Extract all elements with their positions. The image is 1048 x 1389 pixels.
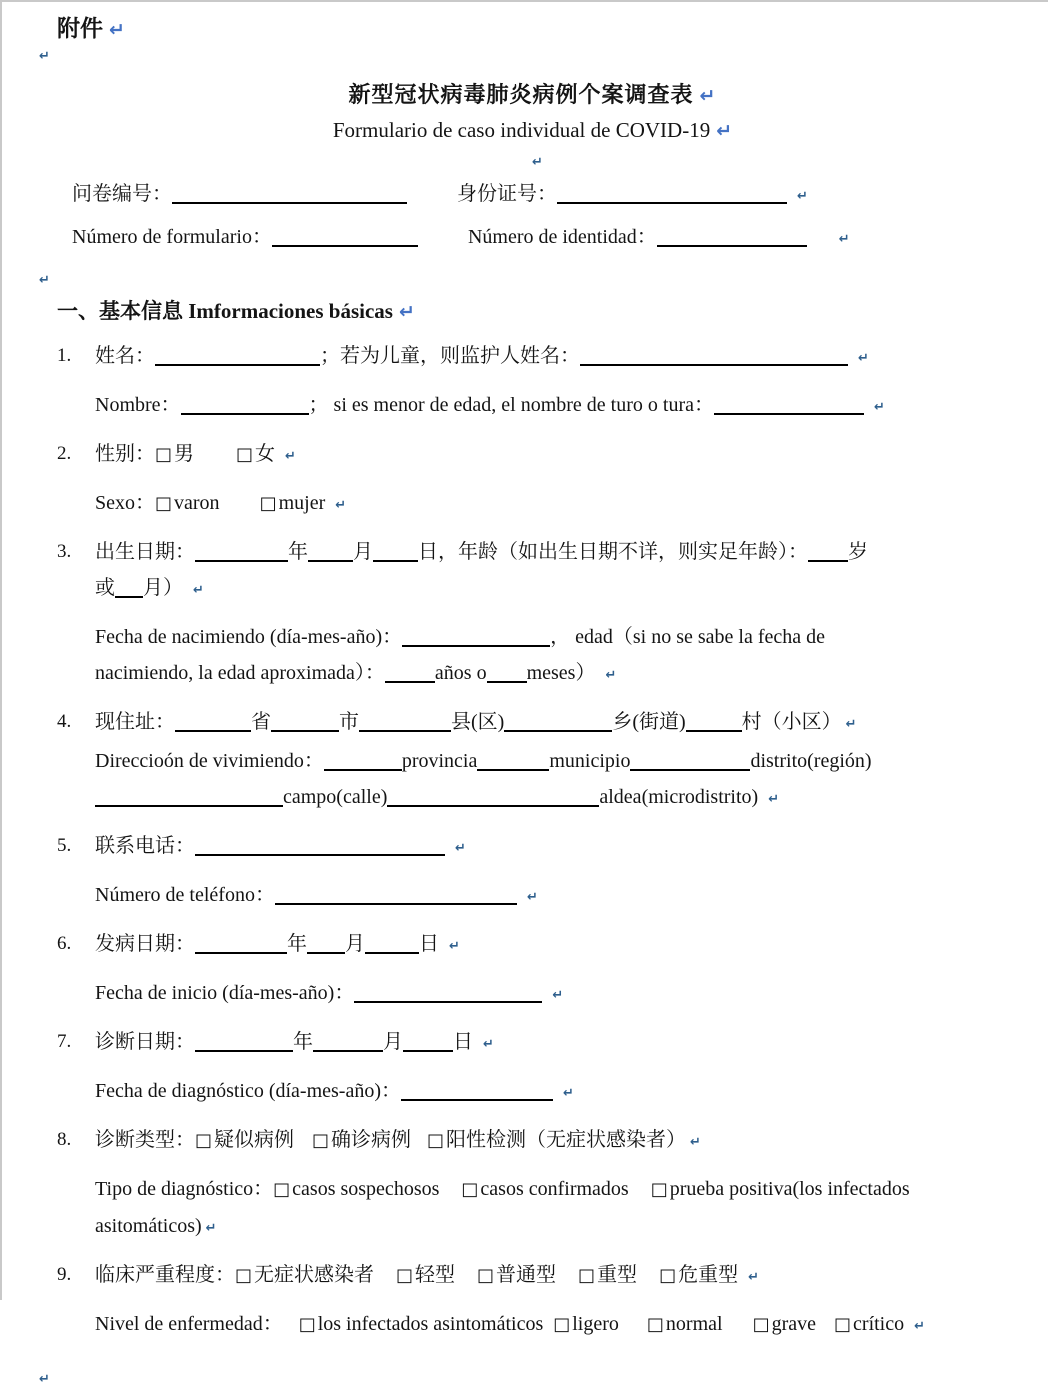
document-page <box>2 2 1048 1389</box>
question-number: 4. <box>57 711 72 732</box>
option-label: 确诊病例 <box>331 1129 412 1151</box>
severity-label-es: Nivel de enfermedad： <box>95 1313 283 1335</box>
q9-line-zh <box>95 1260 1008 1293</box>
checkbox-icon: □ <box>259 493 277 514</box>
q4-line-es-1 <box>95 746 1008 776</box>
county-blank <box>359 730 451 732</box>
name-blank <box>155 364 320 366</box>
empty-paragraph <box>39 269 1008 290</box>
section1-heading <box>57 296 1008 327</box>
question-number: 3. <box>57 541 72 562</box>
q2-line-zh <box>95 439 1008 472</box>
checkbox-icon: □ <box>195 1130 213 1151</box>
diagnosis-type-label-zh: 诊断类型： <box>95 1129 195 1151</box>
question-number: 6. <box>57 933 72 954</box>
paragraph-mark-icon: ↵ <box>845 717 857 732</box>
checkbox-option-critico <box>834 1309 904 1340</box>
paragraph-mark-icon: ↵ <box>768 792 780 807</box>
paragraph-mark-icon: ↵ <box>39 1372 50 1387</box>
month-blank <box>313 1050 383 1052</box>
paragraph-mark-icon: ↵ <box>552 988 564 1003</box>
phone-blank-es <box>275 903 517 905</box>
paragraph-mark-icon: ↵ <box>874 400 885 415</box>
birthdate-label-es: Fecha de nacimiendo (día-mes-año)： <box>95 626 403 648</box>
checkbox-option-varon <box>155 488 220 519</box>
checkbox-icon: □ <box>646 1314 664 1335</box>
checkbox-icon: □ <box>155 444 173 465</box>
onset-date-label-zh: 发病日期： <box>95 933 195 955</box>
option-label: 疑似病例 <box>214 1129 295 1151</box>
year-label: 年 <box>287 933 307 955</box>
header-fields-zh <box>72 179 1008 212</box>
question-number: 9. <box>57 1264 72 1285</box>
phone-label-zh: 联系电话： <box>95 835 195 857</box>
province-blank-es <box>324 769 402 771</box>
question-7 <box>57 1027 1008 1125</box>
year-label: 年 <box>288 541 308 563</box>
empty-paragraph <box>57 150 1008 173</box>
aldea-label: aldea(microdistrito) <box>599 786 759 808</box>
year-blank <box>195 1050 293 1052</box>
checkbox-icon: □ <box>834 1314 852 1335</box>
paragraph-mark-icon: ↵ <box>193 583 204 598</box>
age-months-label: 月） <box>143 577 183 599</box>
question-number: 1. <box>57 345 72 366</box>
paragraph-mark-icon: ↵ <box>205 1221 217 1236</box>
checkbox-icon: □ <box>235 1265 253 1286</box>
checkbox-option-mujer <box>260 488 326 519</box>
day-blank <box>365 952 419 954</box>
checkbox-option-positive-test <box>427 1125 686 1156</box>
checkbox-option-critical <box>659 1260 738 1291</box>
question-number: 2. <box>57 443 72 464</box>
identity-number-blank-es <box>657 245 807 247</box>
aldea-blank <box>387 805 599 807</box>
questionnaire-number-blank <box>172 202 407 204</box>
return-mark-icon: ↵ <box>109 19 125 41</box>
paragraph-mark-icon: ↵ <box>526 890 538 905</box>
question-4 <box>57 707 1008 831</box>
town-blank <box>504 730 612 732</box>
birthdate-blank-es <box>402 645 550 647</box>
age-years-blank-es <box>385 681 435 683</box>
paragraph-mark-icon: ↵ <box>532 155 543 170</box>
questionnaire-number-label-es: Número de formulario： <box>72 226 272 248</box>
checkbox-icon: □ <box>236 444 254 465</box>
option-label: 危重型 <box>678 1264 739 1286</box>
attachment-label: 附件 <box>57 16 103 41</box>
q9-line-es <box>95 1309 1008 1342</box>
day-label: 日 <box>453 1031 473 1053</box>
name-blank-es <box>181 413 309 415</box>
address-label-zh: 现住址： <box>95 711 175 733</box>
campo-blank <box>95 805 283 807</box>
or-label: 或 <box>95 577 115 599</box>
questionnaire-number-label-zh: 问卷编号： <box>72 183 172 205</box>
section1-heading-es: Imformaciones básicas <box>188 299 393 323</box>
identity-number-label-es: Número de identidad： <box>467 226 657 248</box>
checkbox-icon: □ <box>553 1314 571 1335</box>
birthdate-label-zh: 出生日期： <box>95 541 195 563</box>
option-label: crítico <box>853 1313 905 1335</box>
paragraph-mark-icon: ↵ <box>563 1086 574 1101</box>
q4-line-zh <box>95 707 1008 740</box>
phone-label-es: Número de teléfono： <box>95 884 275 906</box>
question-8 <box>57 1125 1008 1260</box>
checkbox-icon: □ <box>461 1179 479 1200</box>
checkbox-option-asymptomatic <box>235 1260 374 1291</box>
checkbox-option-severe <box>578 1260 637 1291</box>
checkbox-option-normal <box>477 1260 556 1291</box>
option-label: 男 <box>174 443 195 465</box>
checkbox-option-sospechosos <box>273 1174 439 1205</box>
anos-label: años o <box>434 662 487 684</box>
question-1 <box>57 341 1008 439</box>
title-es-text: Formulario de caso individual de COVID-19 <box>332 118 711 142</box>
municipio-blank <box>477 769 549 771</box>
form-title-es <box>57 115 1008 146</box>
diagnosis-date-blank-es <box>401 1099 553 1101</box>
month-label: 月 <box>345 933 365 955</box>
option-label: casos confirmados <box>480 1178 629 1200</box>
q2-line-es <box>95 488 1008 521</box>
diagnosis-date-label-es: Fecha de diagnóstico (día-mes-año)： <box>95 1080 402 1102</box>
day-blank <box>403 1050 453 1052</box>
municipio-label: municipio <box>549 750 631 772</box>
q5-line-zh <box>95 831 1008 864</box>
address-label-es: Direccioón de vivimiendo： <box>95 750 324 772</box>
form-title-zh <box>57 80 1008 111</box>
paragraph-mark-icon: ↵ <box>914 1319 926 1334</box>
guardian-blank <box>580 364 848 366</box>
onset-date-label-es: Fecha de inicio (día-mes-año)： <box>95 982 355 1004</box>
age-years-blank <box>808 560 848 562</box>
guardian-label-es: ； si es menor de edad, el nombre de turo o tura： <box>308 394 714 416</box>
q3-line-zh-2 <box>95 573 1008 606</box>
paragraph-mark-icon: ↵ <box>455 841 466 856</box>
identity-number-blank <box>557 202 787 204</box>
title-zh-text: 新型冠状病毒肺炎病例个案调查表 <box>348 82 694 107</box>
year-blank <box>195 952 287 954</box>
option-label: 普通型 <box>496 1264 557 1286</box>
diagnosis-date-label-zh: 诊断日期： <box>95 1031 195 1053</box>
approx-age-label-es: nacimiendo, la edad aproximada）： <box>95 662 385 684</box>
village-blank <box>686 730 742 732</box>
month-label: 月 <box>353 541 373 563</box>
paragraph-mark-icon: ↵ <box>39 273 50 288</box>
paragraph-mark-icon: ↵ <box>449 939 460 954</box>
q8-line-es-2 <box>95 1211 1008 1244</box>
return-mark-icon: ↵ <box>699 85 717 107</box>
empty-paragraph <box>39 45 1008 66</box>
option-label: 阳性检测（无症状感染者） <box>446 1129 687 1151</box>
month-blank <box>308 560 353 562</box>
q1-line-es <box>95 390 1008 423</box>
checkbox-option-grave <box>753 1309 816 1340</box>
village-label: 村（小区） <box>741 711 842 733</box>
q1-line-zh <box>95 341 1008 374</box>
option-label: 重型 <box>597 1264 638 1286</box>
question-list <box>57 341 1008 1358</box>
year-blank <box>195 560 288 562</box>
checkbox-icon: □ <box>396 1265 414 1286</box>
name-label-es: Nombre： <box>95 394 181 416</box>
q5-line-es <box>95 880 1008 913</box>
month-label: 月 <box>383 1031 403 1053</box>
section1-heading-zh: 一、基本信息 <box>57 299 183 323</box>
q3-line-zh-1 <box>95 537 1008 567</box>
city-label: 市 <box>339 711 359 733</box>
checkbox-icon: □ <box>578 1265 596 1286</box>
question-number: 5. <box>57 835 72 856</box>
city-blank <box>271 730 339 732</box>
paragraph-mark-icon: ↵ <box>858 351 869 366</box>
sex-label-zh: 性别： <box>95 443 155 465</box>
checkbox-icon: □ <box>312 1130 330 1151</box>
question-5 <box>57 831 1008 929</box>
checkbox-icon: □ <box>659 1265 677 1286</box>
checkbox-option-suspected <box>195 1125 294 1156</box>
severity-label-zh: 临床严重程度： <box>95 1264 235 1286</box>
paragraph-mark-icon: ↵ <box>690 1135 701 1150</box>
option-label: casos sospechosos <box>292 1178 440 1200</box>
day-blank <box>373 560 418 562</box>
question-number: 7. <box>57 1031 72 1052</box>
age-years-label: 岁 <box>848 541 868 563</box>
town-label: 乡(街道) <box>612 711 686 733</box>
option-label: 轻型 <box>415 1264 456 1286</box>
name-label-zh: 姓名： <box>95 345 155 367</box>
checkbox-icon: □ <box>155 493 173 514</box>
option-label: ligero <box>572 1313 619 1335</box>
guardian-label-zh: ；若为儿童，则监护人姓名： <box>320 345 580 367</box>
question-9 <box>57 1260 1008 1358</box>
q4-line-es-2 <box>95 782 1008 815</box>
paragraph-mark-icon: ↵ <box>483 1037 494 1052</box>
questionnaire-number-blank-es <box>272 245 418 247</box>
question-6 <box>57 929 1008 1027</box>
paragraph-mark-icon: ↵ <box>605 668 617 683</box>
option-label: grave <box>771 1313 817 1335</box>
q7-line-zh <box>95 1027 1008 1060</box>
county-label: 县(区) <box>451 711 505 733</box>
month-blank <box>307 952 345 954</box>
distrito-blank <box>630 769 750 771</box>
age-label-zh: 日，年龄（如出生日期不详，则实足年龄）： <box>418 541 808 563</box>
age-label-es: ， edad（si no se sabe la fecha de <box>550 626 826 648</box>
campo-label: campo(calle) <box>283 786 388 808</box>
question-number: 8. <box>57 1129 72 1150</box>
option-label: 无症状感染者 <box>254 1264 375 1286</box>
option-label: los infectados asintomáticos <box>317 1313 544 1335</box>
day-label: 日 <box>419 933 439 955</box>
option-label: normal <box>665 1313 723 1335</box>
sex-label-es: Sexo： <box>95 492 155 514</box>
checkbox-icon: □ <box>273 1179 291 1200</box>
age-months-blank-es <box>487 681 527 683</box>
checkbox-option-asintomaticos <box>299 1309 544 1340</box>
checkbox-option-normal-es <box>647 1309 723 1340</box>
checkbox-option-prueba-positiva <box>651 1174 910 1205</box>
q8-line-es-1 <box>95 1174 1008 1205</box>
option-label-continuation: asitomáticos) <box>95 1215 202 1237</box>
option-label: mujer <box>278 492 326 514</box>
attachment-heading <box>57 14 1008 45</box>
checkbox-option-confirmados <box>461 1174 628 1205</box>
paragraph-mark-icon: ↵ <box>39 49 50 64</box>
empty-paragraph <box>39 1368 1008 1389</box>
diagnosis-type-label-es: Tipo de diagnóstico： <box>95 1178 274 1200</box>
return-mark-icon: ↵ <box>398 301 415 323</box>
checkbox-option-male <box>155 439 194 470</box>
q3-line-es-2 <box>95 658 1008 691</box>
province-blank <box>175 730 251 732</box>
year-label: 年 <box>293 1031 313 1053</box>
guardian-blank-es <box>714 413 864 415</box>
checkbox-icon: □ <box>650 1179 668 1200</box>
q6-line-es <box>95 978 1008 1011</box>
question-2 <box>57 439 1008 537</box>
checkbox-option-mild <box>396 1260 455 1291</box>
onset-date-blank-es <box>354 1001 542 1003</box>
paragraph-mark-icon: ↵ <box>838 232 850 247</box>
identity-number-label-zh: 身份证号： <box>457 183 557 205</box>
checkbox-icon: □ <box>752 1314 770 1335</box>
checkbox-option-female <box>236 439 275 470</box>
option-label: 女 <box>255 443 276 465</box>
paragraph-mark-icon: ↵ <box>748 1270 759 1285</box>
provincia-label: provincia <box>401 750 478 772</box>
meses-label: meses） <box>526 662 596 684</box>
return-mark-icon: ↵ <box>716 120 733 142</box>
header-fields-es <box>72 222 1008 255</box>
checkbox-icon: □ <box>298 1314 316 1335</box>
paragraph-mark-icon: ↵ <box>285 449 296 464</box>
age-months-blank <box>115 596 143 598</box>
checkbox-icon: □ <box>477 1265 495 1286</box>
distrito-label: distrito(región) <box>750 750 872 772</box>
q3-line-es-1 <box>95 622 1008 652</box>
checkbox-option-ligero <box>553 1309 619 1340</box>
question-3 <box>57 537 1008 707</box>
q6-line-zh <box>95 929 1008 962</box>
province-label: 省 <box>251 711 271 733</box>
paragraph-mark-icon: ↵ <box>797 189 808 204</box>
q8-line-zh <box>95 1125 1008 1158</box>
phone-blank <box>195 854 445 856</box>
option-label: varon <box>174 492 220 514</box>
checkbox-option-confirmed <box>312 1125 411 1156</box>
option-label: prueba positiva(los infectados <box>669 1178 910 1200</box>
q7-line-es <box>95 1076 1008 1109</box>
paragraph-mark-icon: ↵ <box>335 498 347 513</box>
checkbox-icon: □ <box>427 1130 445 1151</box>
